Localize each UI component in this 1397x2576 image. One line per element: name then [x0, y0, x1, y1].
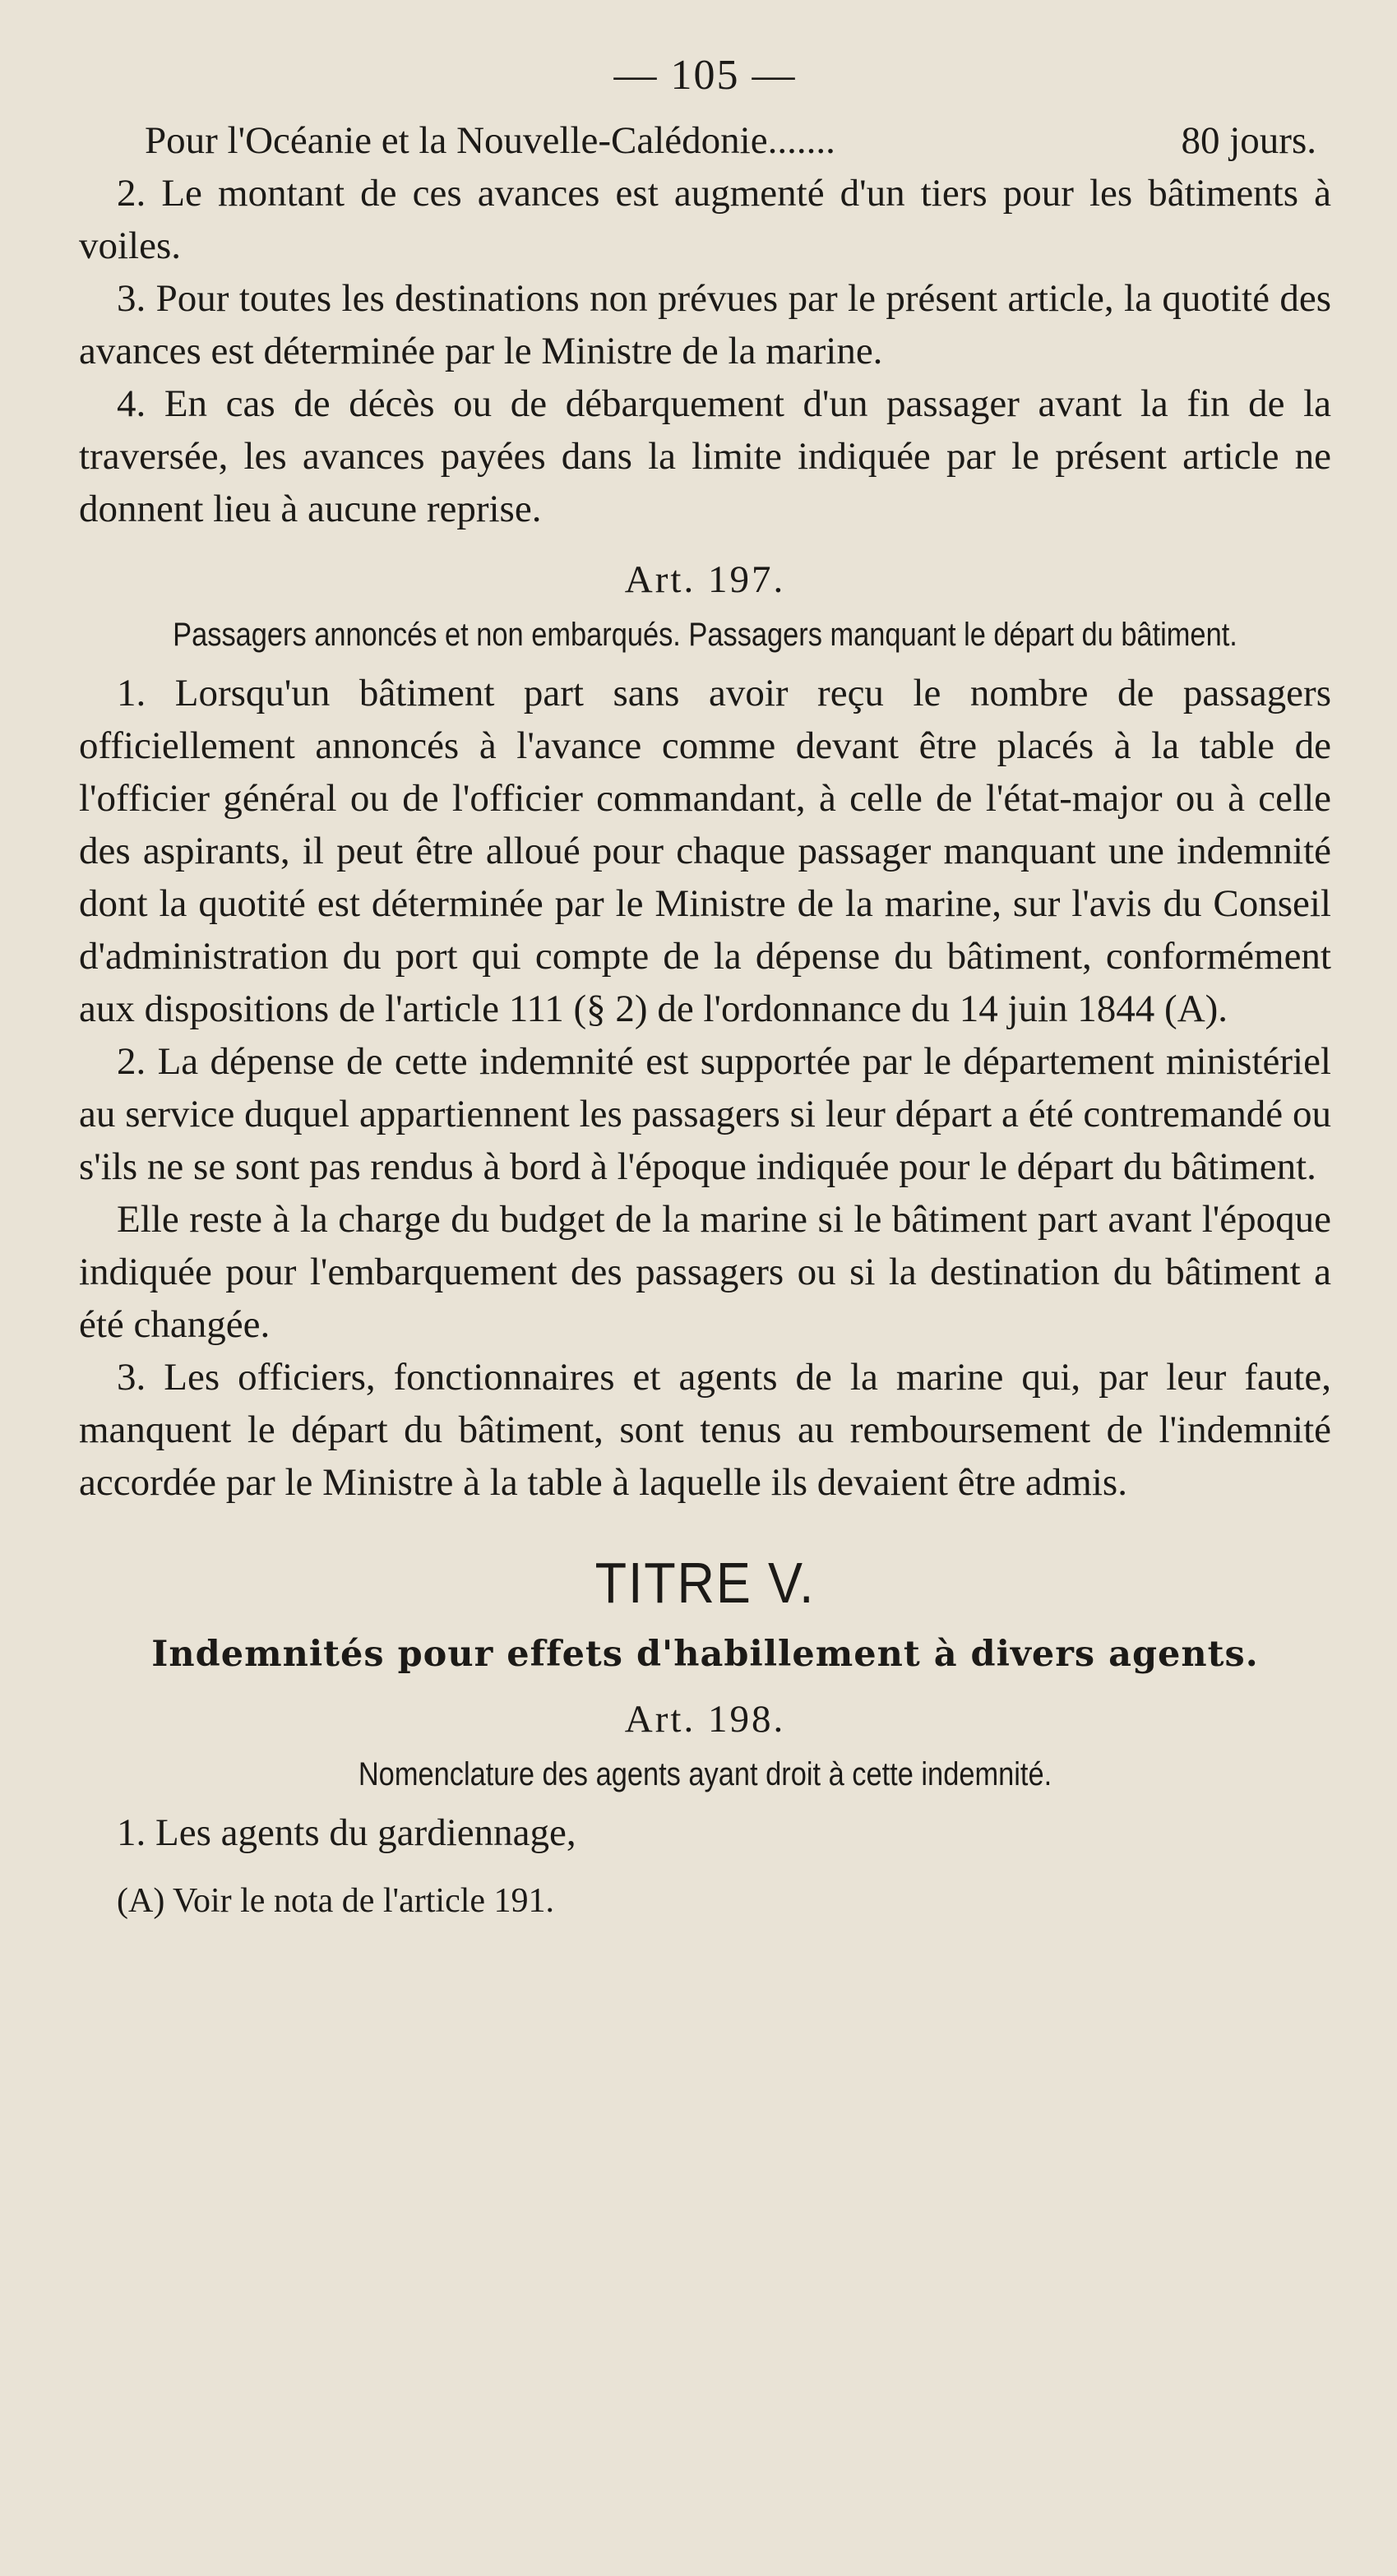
paragraph: 4. En cas de décès ou de débarquement d'un passager avant la fin de la traversée, les avances payées dans la limite indiquée par le présent article ne donnent lieu à aucune reprise. [79, 382, 1331, 530]
paragraph: 1. Les agents du gardiennage, [117, 1811, 576, 1854]
article-197-body [79, 667, 1331, 1509]
article-196-continuation [79, 167, 1331, 535]
paragraph: 1. Lorsqu'un bâtiment part sans avoir reçu le nombre de passagers officiellement annoncés à l'avance comme devant être placés à la table de l'officier général ou de l'officier commandant, à celle de l'état-major ou à celle des aspirants, il peut être alloué pour chaque passager manquant une indemnité dont la quotité est déterminée par le Ministre de la marine, sur l'avis du Conseil d'administration du port qui compte de la dépense du bâtiment, conformément aux dispositions de l'article 111 (§ 2) de l'ordonnance du 14 juin 1844 (A). [79, 672, 1331, 1030]
paragraph: 2. La dépense de cette indemnité est supportée par le département ministériel au service duquel appartiennent les passagers si leur départ a été contremandé ou s'ils ne se sont pas rendus à bord à l'époque indiquée pour le départ du bâtiment. [79, 1040, 1331, 1188]
article-197-rubric: Passagers annoncés et non embarqués. Passagers manquant le départ du bâtiment. [173, 617, 1237, 653]
article-198-body [79, 1806, 1331, 1859]
destination-label: Pour l'Océanie et la Nouvelle-Calédonie....... [145, 119, 835, 162]
article-198-heading: Art. 198. [624, 1698, 786, 1741]
article-198-rubric: Nomenclature des agents ayant droit à cette indemnité. [358, 1756, 1052, 1792]
paragraph: 3. Les officiers, fonctionnaires et agents de la marine qui, par leur faute, manquent le départ du bâtiment, sont tenus au remboursement de l'indemnité accordée par le Ministre à la table à laquelle ils devaient être admis. [79, 1356, 1331, 1504]
page-number: — 105 — [613, 52, 797, 99]
paragraph: Elle reste à la charge du budget de la marine si le bâtiment part avant l'époque indiquée pour l'embarquement des passagers ou si la destination du bâtiment a été changée. [79, 1198, 1331, 1346]
article-197-heading: Art. 197. [624, 558, 786, 601]
destination-value: 80 jours. [1181, 119, 1316, 162]
footnote: (A) Voir le nota de l'article 191. [117, 1882, 555, 1920]
paragraph: 2. Le montant de ces avances est augmenté d'un tiers pour les bâtiments à voiles. [79, 172, 1331, 267]
section-heading: Indemnités pour effets d'habillement à divers agents. [151, 1634, 1259, 1675]
titre-heading: TITRE V. [594, 1551, 816, 1615]
paragraph: 3. Pour toutes les destinations non prévues par le présent article, la quotité des avances est déterminée par le Ministre de la marine. [79, 277, 1331, 372]
destination-line [79, 114, 1331, 167]
